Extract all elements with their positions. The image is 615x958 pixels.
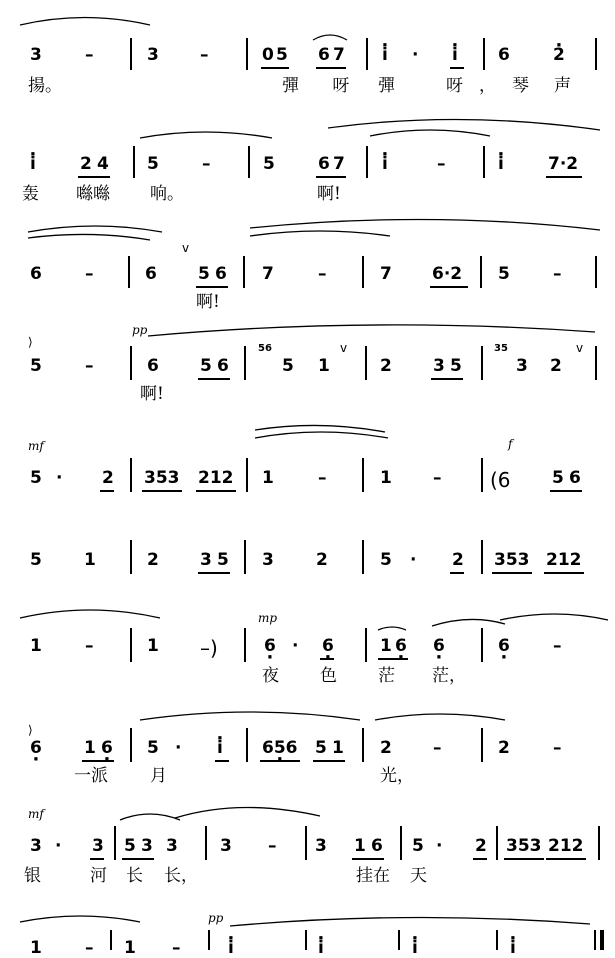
note: 3 bbox=[262, 550, 274, 570]
barline bbox=[246, 728, 248, 762]
underline bbox=[544, 572, 584, 574]
lyric: 啊! bbox=[317, 184, 341, 204]
underline bbox=[431, 378, 463, 380]
barline bbox=[110, 930, 112, 950]
note: 5 bbox=[380, 550, 392, 570]
underline bbox=[313, 760, 345, 762]
staff-line-10 bbox=[0, 890, 615, 958]
note: 5 bbox=[200, 356, 212, 376]
note: · i bbox=[228, 940, 234, 957]
note: · i bbox=[382, 156, 388, 173]
note: 1 bbox=[30, 636, 42, 656]
note: 2 bbox=[498, 738, 510, 758]
note: 7·2 bbox=[548, 154, 579, 174]
underline bbox=[100, 490, 114, 492]
grace-notes: 56 bbox=[258, 343, 272, 354]
barline bbox=[481, 728, 483, 762]
underline bbox=[215, 760, 229, 762]
underline bbox=[261, 67, 289, 69]
underline bbox=[378, 658, 408, 660]
barline bbox=[130, 458, 132, 492]
barline bbox=[305, 930, 307, 950]
underline bbox=[450, 67, 464, 69]
staff-line-3 bbox=[0, 210, 615, 310]
underline bbox=[196, 286, 228, 288]
barline bbox=[244, 346, 246, 380]
dynamic-pp: pp bbox=[132, 323, 148, 337]
note: (6 bbox=[490, 468, 511, 492]
dash: – bbox=[85, 938, 94, 958]
note: 2 bbox=[316, 550, 328, 570]
note: 5 bbox=[124, 836, 136, 856]
grace-notes: 35 bbox=[494, 343, 508, 354]
barline bbox=[305, 826, 307, 860]
note: · 2 bbox=[553, 47, 565, 64]
note: 6 · bbox=[322, 638, 334, 655]
slur-marks bbox=[0, 410, 615, 510]
dash: – bbox=[200, 45, 209, 65]
note: 6 bbox=[145, 264, 157, 284]
barline bbox=[362, 458, 364, 492]
underline bbox=[78, 176, 110, 178]
barline bbox=[366, 38, 368, 70]
underline bbox=[546, 176, 582, 178]
lyric: 长 bbox=[126, 866, 143, 886]
note: 2 bbox=[475, 836, 487, 856]
staff-line-9 bbox=[0, 790, 615, 890]
lyric: 彈 bbox=[378, 76, 395, 96]
note: 6 bbox=[318, 154, 330, 174]
note: 7 bbox=[262, 264, 274, 284]
dynamic-mf: mf bbox=[28, 439, 44, 453]
barline bbox=[481, 628, 483, 662]
slur-marks bbox=[0, 210, 615, 310]
underline bbox=[352, 858, 384, 860]
note: 2 bbox=[380, 738, 392, 758]
barline bbox=[130, 38, 132, 70]
barline bbox=[496, 826, 498, 860]
dot: · bbox=[412, 45, 419, 65]
note: 6 · bbox=[395, 638, 407, 655]
dash: – bbox=[318, 468, 327, 488]
note: · i bbox=[30, 156, 36, 173]
barline bbox=[362, 540, 364, 574]
breath-mark: v bbox=[182, 241, 190, 255]
barline bbox=[248, 146, 250, 178]
dash: – bbox=[85, 636, 94, 656]
lyric: 揚。 bbox=[28, 76, 62, 96]
note: 5 bbox=[30, 550, 42, 570]
note: 2 bbox=[80, 154, 92, 174]
dash-paren: –) bbox=[200, 636, 218, 660]
note-group: 353 bbox=[494, 550, 530, 570]
barline bbox=[130, 628, 132, 662]
note: 3 bbox=[30, 45, 42, 65]
barline bbox=[365, 346, 367, 380]
lyric: 彈 呀 bbox=[282, 76, 364, 96]
note: 1 bbox=[262, 468, 274, 488]
note: 6 bbox=[569, 468, 581, 488]
lyric: 啊! bbox=[196, 292, 220, 312]
note: · i bbox=[382, 47, 388, 64]
barline bbox=[130, 346, 132, 380]
note: 7 bbox=[333, 45, 345, 65]
note: 2 bbox=[380, 356, 392, 376]
underline bbox=[142, 490, 182, 492]
note: 2 bbox=[102, 468, 114, 488]
staff-line-1 bbox=[0, 0, 615, 110]
note-group: 212 bbox=[548, 836, 584, 856]
underline bbox=[430, 286, 468, 288]
note: 3 bbox=[516, 356, 528, 376]
note: 7 bbox=[333, 154, 345, 174]
lyric: 长， bbox=[164, 866, 198, 886]
note: 5 bbox=[450, 356, 462, 376]
note: 5 bbox=[30, 468, 42, 488]
barline bbox=[246, 458, 248, 492]
note: 6 bbox=[215, 264, 227, 284]
barline bbox=[246, 38, 248, 70]
underline bbox=[473, 858, 487, 860]
staff-line-4 bbox=[0, 310, 615, 410]
lyric: 茫 bbox=[378, 666, 395, 686]
barline bbox=[594, 930, 596, 950]
note-group: 353 bbox=[144, 468, 180, 488]
barline bbox=[130, 540, 132, 574]
note: 5 bbox=[276, 45, 288, 65]
dynamic-pp: pp bbox=[208, 911, 224, 925]
note: 2 bbox=[550, 356, 562, 376]
dash: – bbox=[268, 836, 277, 856]
note: 3 bbox=[147, 45, 159, 65]
note: 3 bbox=[433, 356, 445, 376]
note: 6 bbox=[371, 836, 383, 856]
note-group: 212 bbox=[546, 550, 582, 570]
dash: – bbox=[85, 264, 94, 284]
note: 6 · bbox=[264, 638, 276, 655]
note: 7 bbox=[380, 264, 392, 284]
barline bbox=[133, 146, 135, 178]
note: 6 bbox=[498, 45, 510, 65]
underline bbox=[122, 858, 154, 860]
lyric: 一派 bbox=[74, 766, 108, 786]
dot: · bbox=[55, 836, 62, 856]
note: 5 bbox=[30, 356, 42, 376]
barline bbox=[598, 826, 600, 860]
dash: – bbox=[85, 356, 94, 376]
note: 2 bbox=[452, 550, 464, 570]
underline bbox=[320, 658, 334, 660]
underline bbox=[316, 67, 346, 69]
underline bbox=[198, 378, 230, 380]
lyric: 色 bbox=[320, 666, 337, 686]
staff-line-7 bbox=[0, 600, 615, 700]
underline bbox=[550, 490, 582, 492]
note: 3 bbox=[315, 836, 327, 856]
dash: – bbox=[202, 154, 211, 174]
dot: · bbox=[436, 836, 443, 856]
barline bbox=[366, 146, 368, 178]
note: 5 bbox=[282, 356, 294, 376]
dash: – bbox=[172, 938, 181, 958]
dot: · bbox=[56, 468, 63, 488]
note-group: 353 bbox=[506, 836, 542, 856]
note-group: 656 · bbox=[262, 740, 298, 757]
barline bbox=[595, 256, 597, 288]
underline bbox=[196, 490, 236, 492]
note: 1 bbox=[354, 836, 366, 856]
underline bbox=[450, 572, 464, 574]
note: 1 bbox=[84, 738, 96, 758]
lyric: 啊! bbox=[140, 384, 164, 404]
dash: – bbox=[318, 264, 327, 284]
dynamic-f: f bbox=[508, 437, 513, 451]
note: 6 bbox=[318, 45, 330, 65]
dash: – bbox=[433, 468, 442, 488]
barline bbox=[205, 826, 207, 860]
note: 6 · bbox=[433, 638, 445, 655]
breath-mark: v bbox=[576, 341, 584, 355]
barline bbox=[483, 38, 485, 70]
staff-line-5 bbox=[0, 410, 615, 510]
note: 5 bbox=[498, 264, 510, 284]
note: · i bbox=[452, 47, 458, 64]
note: 1 bbox=[332, 738, 344, 758]
note: 3 bbox=[141, 836, 153, 856]
dot: · bbox=[292, 636, 299, 656]
note: 5 bbox=[412, 836, 424, 856]
underline bbox=[504, 858, 544, 860]
note: · i bbox=[217, 740, 223, 757]
note: 5 bbox=[147, 738, 159, 758]
dash: – bbox=[85, 45, 94, 65]
note: 5 bbox=[263, 154, 275, 174]
note: 3 bbox=[30, 836, 42, 856]
dash: – bbox=[553, 264, 562, 284]
note: 6 bbox=[30, 264, 42, 284]
lyric: 噝噝 bbox=[76, 184, 110, 204]
note: 1 bbox=[380, 636, 392, 656]
barline bbox=[595, 346, 597, 380]
note: 3 bbox=[200, 550, 212, 570]
lyric: 河 bbox=[90, 866, 107, 886]
underline bbox=[316, 176, 346, 178]
barline bbox=[244, 628, 246, 662]
lyric: 光， bbox=[380, 766, 414, 786]
note: 5 bbox=[147, 154, 159, 174]
barline bbox=[208, 930, 210, 950]
dot: · bbox=[175, 738, 182, 758]
underline bbox=[82, 760, 114, 762]
note: 3 bbox=[166, 836, 178, 856]
barline bbox=[481, 346, 483, 380]
note: 5 bbox=[552, 468, 564, 488]
note: · i bbox=[510, 940, 516, 957]
lyric: 轰 bbox=[22, 184, 39, 204]
note-group: 212 bbox=[198, 468, 234, 488]
lyric: 天 bbox=[410, 866, 427, 886]
staff-line-8 bbox=[0, 700, 615, 790]
lyric: 夜 bbox=[262, 666, 279, 686]
barline bbox=[114, 826, 116, 860]
note: · i bbox=[498, 156, 504, 173]
barline bbox=[480, 256, 482, 288]
underline bbox=[198, 572, 230, 574]
lyric: 响。 bbox=[150, 184, 184, 204]
lyric: 呀，琴 bbox=[446, 76, 545, 96]
barline bbox=[362, 256, 364, 288]
note: 6·2 bbox=[432, 264, 463, 284]
barline bbox=[365, 628, 367, 662]
breath-mark: v bbox=[340, 341, 348, 355]
note: 6 bbox=[147, 356, 159, 376]
underline bbox=[260, 760, 300, 762]
note: 1 bbox=[318, 356, 330, 376]
dot: · bbox=[410, 550, 417, 570]
barline bbox=[244, 540, 246, 574]
note: 1 bbox=[380, 468, 392, 488]
note: 1 bbox=[84, 550, 96, 570]
barline bbox=[400, 826, 402, 860]
final-barline bbox=[600, 930, 604, 950]
note: 5 bbox=[198, 264, 210, 284]
note: 6 · bbox=[101, 740, 113, 757]
note: 6 · bbox=[498, 638, 510, 655]
note: 0 bbox=[262, 45, 274, 65]
lyric: 月 bbox=[150, 766, 167, 786]
note: · i bbox=[412, 940, 418, 957]
underline bbox=[546, 858, 586, 860]
note: 1 bbox=[30, 938, 42, 958]
note: 3 bbox=[220, 836, 232, 856]
staff-line-6 bbox=[0, 510, 615, 600]
barline bbox=[243, 256, 245, 288]
dash: – bbox=[553, 738, 562, 758]
note: 6 · bbox=[30, 740, 42, 757]
barline bbox=[130, 728, 132, 762]
barline bbox=[398, 930, 400, 950]
lyric: 茫， bbox=[432, 666, 466, 686]
dash: – bbox=[553, 636, 562, 656]
barline bbox=[483, 146, 485, 178]
note: 1 bbox=[124, 938, 136, 958]
barline bbox=[481, 458, 483, 492]
barline bbox=[481, 540, 483, 574]
dynamic-mp: mp bbox=[258, 611, 278, 625]
barline bbox=[496, 930, 498, 950]
note: 6 bbox=[217, 356, 229, 376]
barline bbox=[362, 728, 364, 762]
dynamic-mf: mf bbox=[28, 807, 44, 821]
note: 5 bbox=[217, 550, 229, 570]
barline bbox=[128, 256, 130, 288]
note: 2 bbox=[147, 550, 159, 570]
dash: – bbox=[437, 154, 446, 174]
underline bbox=[492, 572, 532, 574]
note: 1 bbox=[147, 636, 159, 656]
staff-line-2 bbox=[0, 110, 615, 210]
caesura-mark: ⟩ bbox=[28, 723, 33, 737]
dash: – bbox=[433, 738, 442, 758]
barline bbox=[595, 38, 597, 70]
underline bbox=[90, 858, 104, 860]
lyric: 声 bbox=[554, 76, 571, 96]
lyric: 银 bbox=[24, 866, 41, 886]
note: 5 bbox=[315, 738, 327, 758]
note: · i bbox=[318, 940, 324, 957]
lyric: 挂在 bbox=[356, 866, 390, 886]
caesura-mark: ⟩ bbox=[28, 335, 33, 349]
note: 4 bbox=[97, 154, 109, 174]
note: 3 bbox=[92, 836, 104, 856]
